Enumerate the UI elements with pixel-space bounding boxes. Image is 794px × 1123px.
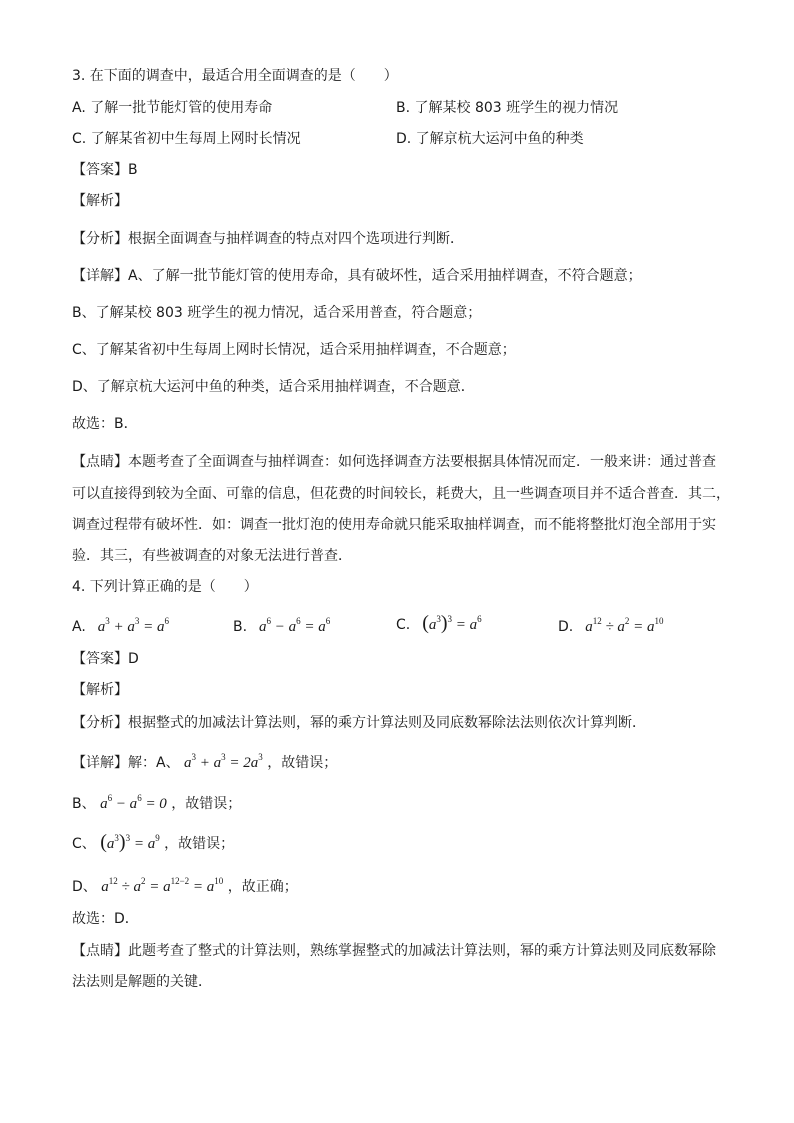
q3-dianjing-line2: 可以直接得到较为全面、可靠的信息，但花费的时间较长，耗费大，且一些调查项目并不适合普查．其二， <box>72 486 730 502</box>
q4-option-b-formula: $a^6 - a^6 = a^6$ <box>251 616 331 635</box>
q4-xiangjie-a-formula: $a^3 + a^3 = 2a^3$ <box>184 752 263 771</box>
q4-xiangjie-c-tail: ，故错误； <box>164 836 235 852</box>
q3-dianjing-line1: 【点睛】本题考查了全面调查与抽样调查：如何选择调查方法要根据具体情况而定．一般来讲：通过普查 <box>72 454 716 470</box>
q3-xiangjie-b: B、了解某校 803 班学生的视力情况，适合采用普查，符合题意； <box>72 305 482 321</box>
q3-dianjing-line4: 验．其三，有些被调查的对象无法进行普查． <box>72 548 352 564</box>
q4-stem: 4. 下列计算正确的是（ ） <box>72 579 258 595</box>
q3-xiangjie-d: D、了解京杭大运河中鱼的种类，适合采用抽样调查，不合题意． <box>72 379 475 395</box>
q4-xiangjie-c <box>72 829 234 854</box>
q4-option-c-formula: $(a^3)^3 = a^6$ <box>422 612 482 634</box>
q3-analysis-tag: 【解析】 <box>72 193 128 209</box>
q4-option-a-formula: $a^3 + a^3 = a^6$ <box>90 616 169 635</box>
q3-answer: 【答案】B <box>72 162 138 178</box>
q4-xiangjie-prefix: 【详解】解：A、 <box>72 755 180 771</box>
q4-option-d-formula: $a^{12} \div a^2 = a^{10}$ <box>577 616 664 635</box>
q4-xiangjie-b-tail: ，故错误； <box>171 796 242 812</box>
q4-option-b <box>233 612 330 637</box>
q4-xiangjie-d-tail: ，故正确； <box>227 879 298 895</box>
q3-xiangjie-c: C、了解某省初中生每周上网时长情况，适合采用抽样调查，不合题意； <box>72 342 516 358</box>
q4-xiangjie-b <box>72 789 241 814</box>
q3-option-c: C. 了解某省初中生每周上网时长情况 <box>72 131 301 147</box>
q4-xiangjie-b-formula: $a^6 - a^6 = 0$ <box>100 793 167 812</box>
q4-xiangjie-c-prefix: C、 <box>72 836 96 852</box>
q4-xiangjie-b-prefix: B、 <box>72 796 96 812</box>
q3-option-b: B. 了解某校 803 班学生的视力情况 <box>396 100 619 116</box>
q4-fenxi: 【分析】根据整式的加减法计算法则，幂的乘方计算法则及同底数幂除法法则依次计算判断． <box>72 715 646 731</box>
q4-xiangjie-c-formula: $(a^3)^3 = a^9$ <box>100 831 160 853</box>
q3-option-d: D. 了解京杭大运河中鱼的种类 <box>396 131 584 147</box>
q4-option-a <box>72 612 169 637</box>
q4-dianjing-line1: 【点睛】此题考查了整式的计算法则，熟练掌握整式的加减法计算法则，幂的乘方计算法则及同底数幂除 <box>72 943 716 959</box>
q4-option-d <box>558 612 664 637</box>
q3-stem: 3. 在下面的调查中，最适合用全面调查的是（ ） <box>72 68 398 84</box>
q4-dianjing-line2: 法法则是解题的关键． <box>72 974 212 990</box>
q4-answer: 【答案】D <box>72 651 139 667</box>
q4-xiangjie-d-formula: $a^{12} \div a^2 = a^{12-2} = a^{10}$ <box>101 876 224 895</box>
q4-xiangjie-d <box>72 872 298 897</box>
q4-xiangjie-a-tail: ，故错误； <box>267 755 338 771</box>
q4-option-c <box>396 610 482 635</box>
q4-xiangjie-d-prefix: D、 <box>72 879 97 895</box>
q4-option-a-label: A. <box>72 619 86 635</box>
q3-choose: 故选：B． <box>72 416 138 432</box>
q4-option-c-label: C. <box>396 617 411 633</box>
q4-option-d-label: D. <box>558 619 574 635</box>
q4-analysis-tag: 【解析】 <box>72 682 128 698</box>
q4-option-b-label: B. <box>233 619 248 635</box>
q4-xiangjie-a <box>72 748 337 773</box>
q3-xiangjie-a: 【详解】A、了解一批节能灯管的使用寿命，具有破坏性，适合采用抽样调查，不符合题意； <box>72 268 642 284</box>
q3-option-a: A. 了解一批节能灯管的使用寿命 <box>72 100 273 116</box>
q3-fenxi: 【分析】根据全面调查与抽样调查的特点对四个选项进行判断． <box>72 231 464 247</box>
q3-dianjing-line3: 调查过程带有破坏性．如：调查一批灯泡的使用寿命就只能采取抽样调查，而不能将整批灯泡全部用于实 <box>72 517 716 533</box>
q4-choose: 故选：D． <box>72 911 139 927</box>
